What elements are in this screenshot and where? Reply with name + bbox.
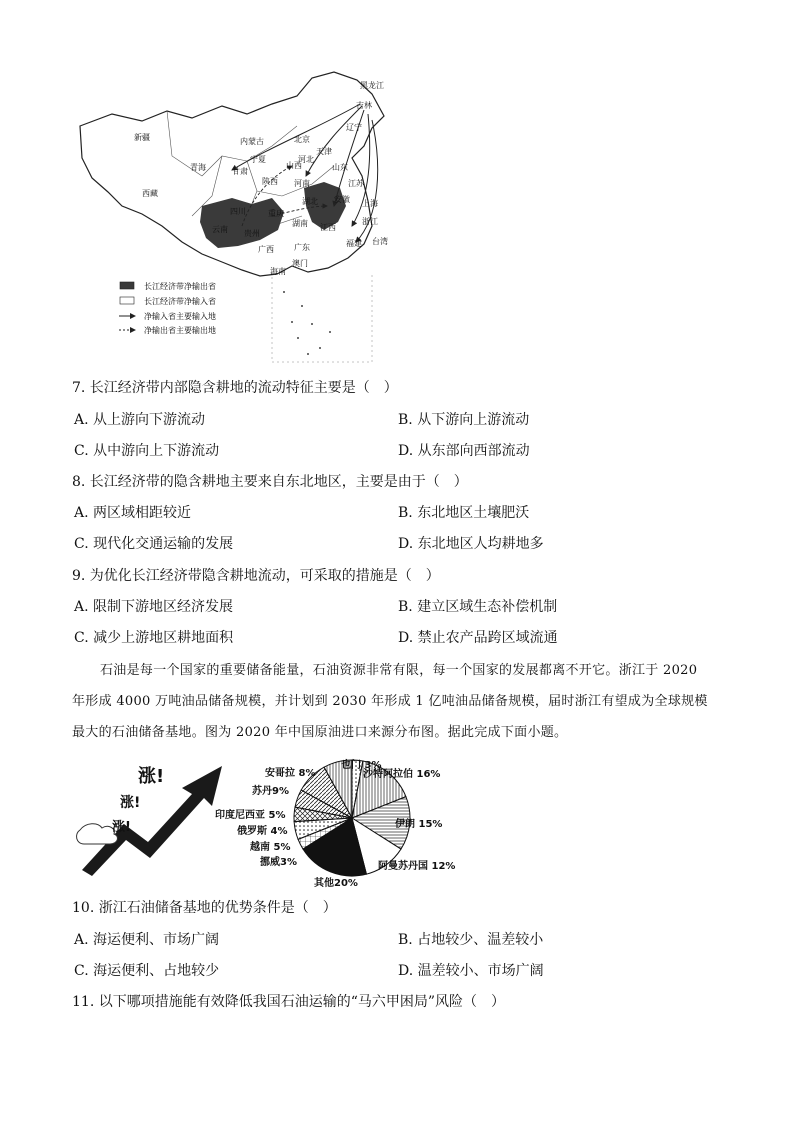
province-label: 黑龙江: [360, 81, 384, 90]
province-label: 福建: [346, 239, 362, 248]
china-map: [72, 66, 412, 366]
q8-option-c[interactable]: C. 现代化交通运输的发展: [74, 536, 234, 552]
pie-label-vietnam: 越南 5%: [250, 842, 291, 853]
question-10-stem: 10. 浙江石油储备基地的优势条件是（ ）: [72, 900, 337, 916]
legend-empty-box: [120, 297, 134, 304]
province-label: 辽宁: [346, 123, 362, 132]
legend-label-2: 净输入省主要输入地: [144, 312, 216, 321]
pie-label-indonesia: 印度尼西亚 5%: [215, 810, 286, 821]
province-label: 重庆: [268, 209, 284, 218]
province-label: 台湾: [372, 237, 388, 246]
q7-option-d[interactable]: D. 从东部向西部流动: [398, 443, 530, 459]
pie-label-sudan: 苏丹9%: [252, 786, 289, 797]
province-label: 广东: [294, 243, 310, 252]
q10-option-a[interactable]: A. 海运便利、市场广阔: [74, 932, 220, 948]
province-label: 广西: [258, 245, 274, 254]
province-label: 新疆: [134, 133, 150, 142]
zhang-2: 涨!: [120, 795, 141, 811]
province-label: 湖北: [302, 197, 318, 206]
q7-option-b[interactable]: B. 从下游向上游流动: [398, 412, 530, 428]
province-label: 海南: [270, 267, 286, 276]
province-label: 天津: [316, 147, 332, 156]
q7-option-a[interactable]: A. 从上游向下游流动: [74, 412, 206, 428]
province-label: 四川: [230, 207, 246, 216]
passage-line-3: 最大的石油储备基地。图为 2020 年中国原油进口来源分布图。据此完成下面小题。: [72, 725, 568, 740]
province-label: 河北: [298, 155, 314, 164]
q10-option-c[interactable]: C. 海运便利、占地较少: [74, 963, 220, 979]
province-label: 浙江: [362, 217, 378, 226]
province-label: 江苏: [348, 179, 364, 188]
province-label: 云南: [212, 225, 228, 234]
q9-option-a[interactable]: A. 限制下游地区经济发展: [74, 599, 234, 615]
map-legend: [119, 281, 216, 335]
q9-option-d[interactable]: D. 禁止农产品跨区域流通: [398, 630, 558, 646]
legend-label-0: 长江经济带净输出省: [144, 282, 216, 291]
province-label: 青海: [190, 163, 206, 172]
question-11-stem: 11. 以下哪项措施能有效降低我国石油运输的“马六甲困局”风险（ ）: [72, 994, 506, 1010]
province-label: 吉林: [356, 101, 372, 110]
zhang-1: 涨!: [138, 766, 165, 787]
q8-option-d[interactable]: D. 东北地区人均耕地多: [398, 536, 544, 552]
question-7-stem: 7. 长江经济带内部隐含耕地的流动特征主要是（ ）: [72, 380, 398, 396]
q10-option-d[interactable]: D. 温差较小、市场广阔: [398, 963, 544, 979]
pie-label-iran: 伊朗 15%: [395, 819, 443, 830]
q7-option-c[interactable]: C. 从中游向上下游流动: [74, 443, 220, 459]
pie-label-saudi: 沙特阿拉伯 16%: [363, 769, 441, 780]
rising-arrow-illustration: [72, 758, 232, 878]
province-label: 澳门: [292, 259, 308, 268]
province-label: 北京: [294, 135, 310, 144]
province-label: 甘肃: [232, 167, 248, 176]
pie-label-russia: 俄罗斯 4%: [237, 826, 288, 837]
passage-line-1: 石油是每一个国家的重要储备能量，石油资源非常有限，每一个国家的发展都离不开它。浙江于 2020: [100, 663, 698, 678]
pie-label-oman: 阿曼苏丹国 12%: [378, 861, 456, 872]
province-label: 山西: [286, 161, 302, 170]
province-label: 上海: [362, 199, 378, 208]
province-label: 山东: [332, 163, 348, 172]
province-label: 安徽: [334, 195, 350, 204]
pie-label-angola: 安哥拉 8%: [265, 768, 316, 779]
q9-option-c[interactable]: C. 减少上游地区耕地面积: [74, 630, 234, 646]
china-map-figure: [72, 66, 412, 366]
province-label: 内蒙古: [240, 137, 264, 146]
pie-label-norway: 挪威3%: [260, 857, 297, 868]
q8-option-b[interactable]: B. 东北地区土壤肥沃: [398, 505, 530, 521]
passage-line-2: 年形成 4000 万吨油品储备规模，并计划到 2030 年形成 1 亿吨油品储备规模，届时浙江有望成为全球规模: [72, 694, 708, 709]
question-8-stem: 8. 长江经济带的隐含耕地主要来自东北地区，主要是由于（ ）: [72, 474, 468, 490]
pie-label-yemen: 也门 3%: [341, 760, 382, 771]
q10-option-b[interactable]: B. 占地较少、温差较小: [398, 932, 544, 948]
province-label: 江西: [320, 223, 336, 232]
zhang-3: 涨!: [112, 820, 131, 835]
legend-filled-box: [120, 282, 134, 289]
province-label: 宁夏: [250, 155, 266, 164]
province-label: 西藏: [142, 189, 158, 198]
question-9-stem: 9. 为优化长江经济带隐含耕地流动，可采取的措施是（ ）: [72, 568, 440, 584]
legend-label-1: 长江经济带净输入省: [144, 297, 216, 306]
legend-label-3: 净输出省主要输出地: [144, 326, 216, 335]
q8-option-a[interactable]: A. 两区域相距较近: [74, 505, 192, 521]
province-label: 陕西: [262, 177, 278, 186]
q9-option-b[interactable]: B. 建立区域生态补偿机制: [398, 599, 558, 615]
province-label: 湖南: [292, 219, 308, 228]
province-label: 河南: [294, 179, 310, 188]
province-label: 贵州: [244, 229, 260, 238]
pie-label-other: 其他20%: [314, 878, 358, 889]
